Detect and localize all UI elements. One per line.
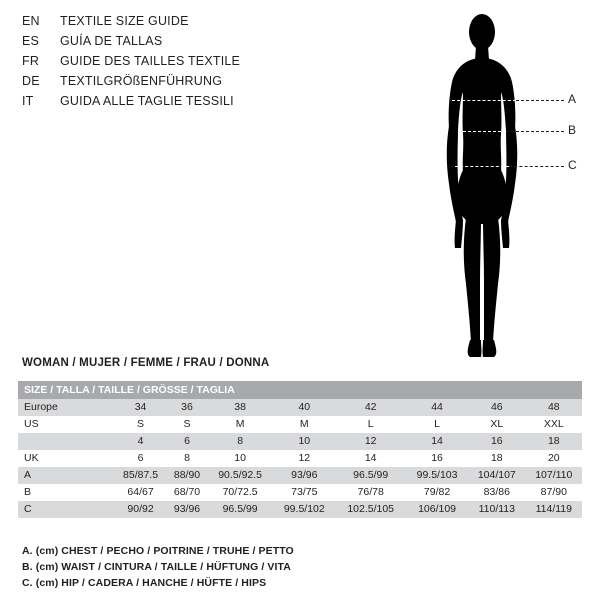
figure-marker-c: C (568, 158, 577, 172)
figure-marker-b: B (568, 123, 577, 137)
cell: 96.5/99 (207, 501, 273, 518)
size-table (18, 381, 582, 518)
cell: 10 (207, 450, 273, 467)
language-header-list (22, 14, 422, 114)
language-code: DE (22, 74, 40, 88)
cell: 68/70 (167, 484, 207, 501)
cell: 88/90 (167, 467, 207, 484)
waist-measure-line-outer (506, 131, 564, 132)
cell: 20 (526, 450, 582, 467)
waist-measure-line-inner (458, 131, 506, 132)
cell: 8 (167, 450, 207, 467)
cell: 85/87.5 (114, 467, 167, 484)
cell: 10 (273, 433, 335, 450)
cell: 14 (335, 450, 406, 467)
legend-item-a: A. (cm) CHEST / PECHO / POITRINE / TRUHE / PETTO (22, 545, 294, 557)
cell: 42 (335, 399, 406, 416)
language-code: ES (22, 34, 40, 48)
cell: 40 (273, 399, 335, 416)
language-code: FR (22, 54, 40, 68)
table-header-row (18, 381, 582, 399)
language-text: GUIDE DES TAILLES TEXTILE (60, 54, 241, 68)
legend-item-c: C. (cm) HIP / CADERA / HANCHE / HÜFTE / HIPS (22, 577, 267, 589)
cell: 36 (167, 399, 207, 416)
language-text: GUIDA ALLE TAGLIE TESSILI (60, 94, 234, 108)
cell: 16 (468, 433, 526, 450)
cell: 79/82 (406, 484, 468, 501)
cell: 106/109 (406, 501, 468, 518)
cell: S (114, 416, 167, 433)
row-label: UK (18, 450, 114, 467)
row-label: C (18, 501, 114, 518)
cell: 12 (335, 433, 406, 450)
language-code: EN (22, 14, 40, 28)
section-title: WOMAN / MUJER / FEMME / FRAU / DONNA (22, 357, 270, 369)
cell: 90.5/92.5 (207, 467, 273, 484)
cell: 12 (273, 450, 335, 467)
cell: 99.5/102 (273, 501, 335, 518)
cell: 114/119 (526, 501, 582, 518)
cell: 73/75 (273, 484, 335, 501)
cell: 64/67 (114, 484, 167, 501)
cell: 110/113 (468, 501, 526, 518)
cell: 44 (406, 399, 468, 416)
hip-measure-line-inner (455, 166, 509, 167)
cell: 14 (406, 433, 468, 450)
cell: 83/86 (468, 484, 526, 501)
row-label: B (18, 484, 114, 501)
cell: L (335, 416, 406, 433)
cell: 16 (406, 450, 468, 467)
cell: 18 (468, 450, 526, 467)
measurement-legend (22, 543, 294, 591)
cell: M (207, 416, 273, 433)
table-row (18, 467, 582, 484)
language-code: IT (22, 94, 34, 108)
hip-measure-line-outer (509, 166, 564, 167)
table-row (18, 501, 582, 518)
language-row-fr (22, 54, 422, 74)
cell: 99.5/103 (406, 467, 468, 484)
language-text: TEXTILE SIZE GUIDE (60, 14, 189, 28)
cell: 107/110 (526, 467, 582, 484)
cell: 70/72.5 (207, 484, 273, 501)
cell: XL (468, 416, 526, 433)
cell: S (167, 416, 207, 433)
language-row-es (22, 34, 422, 54)
table-row (18, 484, 582, 501)
row-label: A (18, 467, 114, 484)
cell: 90/92 (114, 501, 167, 518)
row-label: Europe (18, 399, 114, 416)
cell: 48 (526, 399, 582, 416)
chest-measure-line-outer (516, 100, 564, 101)
language-text: GUÍA DE TALLAS (60, 34, 163, 48)
language-row-it (22, 94, 422, 114)
cell: 46 (468, 399, 526, 416)
cell: 4 (114, 433, 167, 450)
cell: 18 (526, 433, 582, 450)
cell: 6 (114, 450, 167, 467)
cell: L (406, 416, 468, 433)
cell: 38 (207, 399, 273, 416)
female-silhouette-icon (430, 8, 590, 368)
figure-marker-a: A (568, 92, 577, 106)
table-header-label: SIZE / TALLA / TAILLE / GRÖSSE / TAGLIA (18, 381, 582, 399)
table-row (18, 433, 582, 450)
table-row (18, 416, 582, 433)
cell: M (273, 416, 335, 433)
cell: XXL (526, 416, 582, 433)
cell: 96.5/99 (335, 467, 406, 484)
cell: 104/107 (468, 467, 526, 484)
cell: 93/96 (167, 501, 207, 518)
cell: 87/90 (526, 484, 582, 501)
cell: 93/96 (273, 467, 335, 484)
cell: 76/78 (335, 484, 406, 501)
row-label (18, 433, 114, 450)
row-label: US (18, 416, 114, 433)
table-row (18, 399, 582, 416)
cell: 34 (114, 399, 167, 416)
female-figure (430, 8, 590, 368)
cell: 102.5/105 (335, 501, 406, 518)
cell: 6 (167, 433, 207, 450)
table-row (18, 450, 582, 467)
language-row-de (22, 74, 422, 94)
chest-measure-line-inner (452, 100, 516, 101)
language-row-en (22, 14, 422, 34)
cell: 8 (207, 433, 273, 450)
language-text: TEXTILGRÖßENFÜHRUNG (60, 74, 223, 88)
legend-item-b: B. (cm) WAIST / CINTURA / TAILLE / HÜFTUNG / VITA (22, 561, 291, 573)
